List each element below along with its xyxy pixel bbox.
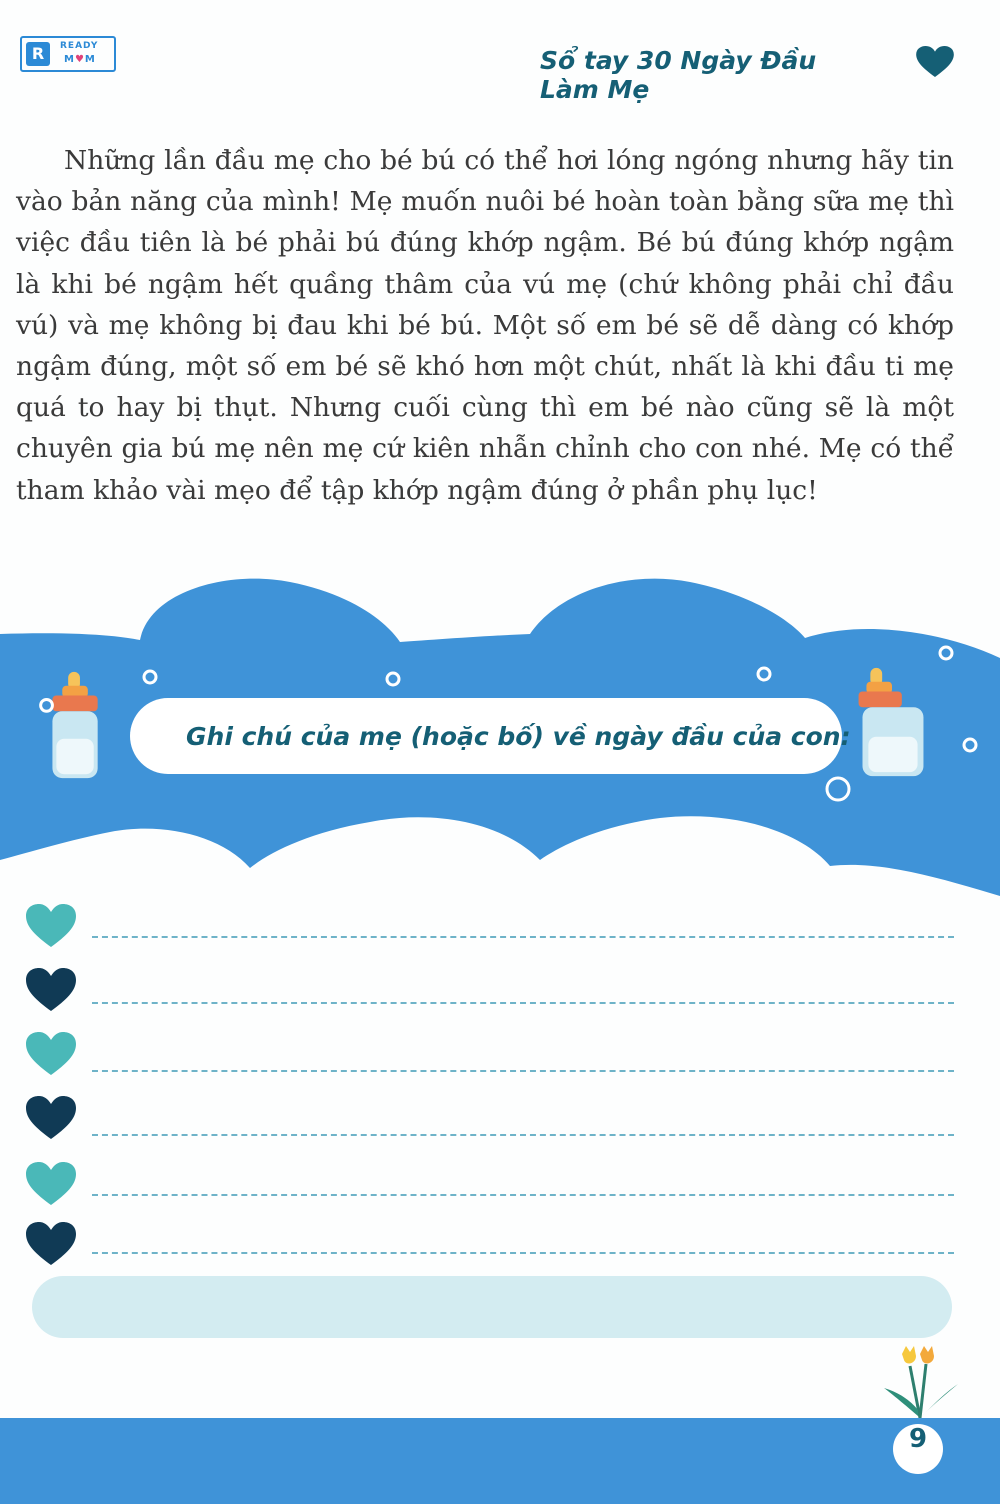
decorative-bar (32, 1276, 952, 1338)
page-number: 9 (893, 1424, 943, 1474)
body-paragraph: Những lần đầu mẹ cho bé bú có thể hơi lóng ngóng nhưng hãy tin vào bản năng của mình! Mẹ muốn nuôi bé hoàn toàn bằng sữa mẹ thì việc đầu tiên là bé phải bú đúng khớp ngậm. Bé bú đúng khớp ngậm là khi bé ngậm hết quầng thâm của vú mẹ (chứ không phải chỉ đầu vú) và mẹ không bị đau khi bé bú. Một số em bé sẽ dễ dàng có khớp ngậm đúng, một số em bé sẽ khó hơn một chút, nhất là khi đầu ti mẹ quá to hay bị thụt. Nhưng cuối cùng thì em bé nào cũng sẽ là một chuyên gia bú mẹ nên mẹ cứ kiên nhẫn chỉnh cho con nhé. Mẹ có thể tham khảo vài mẹo để tập khớp ngậm đúng ở phần phụ lục! (16, 145, 954, 506)
ready-mom-logo (20, 36, 116, 72)
teal-heart-icon (26, 904, 76, 948)
note-line[interactable] (92, 1070, 954, 1072)
logo-line2: M♥M (64, 54, 96, 65)
logo-line1: READY (60, 41, 99, 51)
navy-heart-icon (26, 1096, 76, 1140)
notes-title: Ghi chú của mẹ (hoặc bố) về ngày đầu của con: (186, 722, 851, 751)
navy-heart-icon (26, 968, 76, 1012)
logo-letter: R (26, 42, 50, 66)
heart-icon (916, 46, 954, 78)
baby-bottle-icon (38, 668, 118, 786)
teal-heart-icon (26, 1162, 76, 1206)
footer-bar (0, 1418, 1000, 1504)
navy-heart-icon (26, 1222, 76, 1266)
note-line[interactable] (92, 1194, 954, 1196)
book-title: Sổ tay 30 Ngày Đầu Làm Mẹ (540, 46, 817, 104)
note-line[interactable] (92, 1002, 954, 1004)
teal-heart-icon (26, 1032, 76, 1076)
note-line[interactable] (92, 1252, 954, 1254)
tulip-flower-icon (880, 1344, 960, 1420)
note-line[interactable] (92, 1134, 954, 1136)
note-line[interactable] (92, 936, 954, 938)
baby-bottle-icon (852, 664, 932, 782)
